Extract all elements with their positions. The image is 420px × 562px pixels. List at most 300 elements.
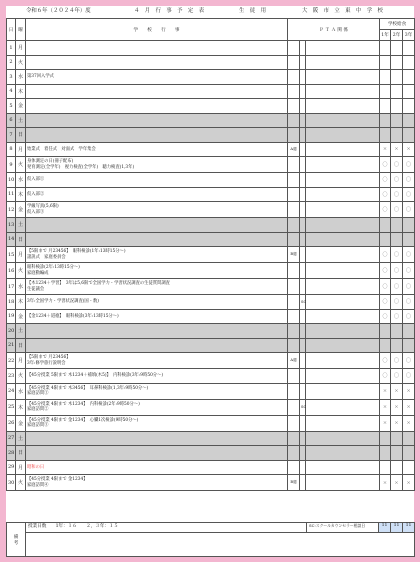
day-number: 26 [7, 415, 16, 431]
lunch-mark: 〇 [403, 353, 415, 369]
week-type [288, 218, 300, 233]
pta-cell [306, 157, 380, 173]
fiscal-year: 令和６年（２０２４年）度 [26, 8, 91, 14]
event-cell [26, 475, 288, 491]
lunch-mark: × [380, 383, 391, 399]
day-number: 14 [7, 232, 16, 247]
event-cell [26, 446, 288, 461]
lunch-mark [391, 128, 403, 143]
pta-cell [306, 187, 380, 202]
event-line: 【5限まで 月23456】 眼科検診(1年:13時15分～) [27, 249, 126, 255]
school-days-label: 授業日数 [28, 524, 47, 529]
lunch-mark [380, 113, 391, 128]
lunch-mark [380, 70, 391, 85]
lunch-mark [391, 338, 403, 353]
weekday: 火 [16, 157, 26, 173]
day-row [7, 247, 415, 263]
lunch-mark [391, 218, 403, 233]
day-number: 29 [7, 460, 16, 475]
lunch-mark: 〇 [403, 309, 415, 324]
event-cell [26, 202, 288, 218]
day-row [7, 369, 415, 384]
lunch-mark [403, 324, 415, 339]
lunch-mark: × [391, 399, 403, 415]
week-type: A週 [288, 142, 300, 157]
event-cell [26, 295, 288, 310]
day-number: 30 [7, 475, 16, 491]
lunch-mark [391, 324, 403, 339]
day-row [7, 415, 415, 431]
event-cell [26, 128, 288, 143]
event-line: 第37回入学式 [27, 74, 54, 80]
event-cell [26, 338, 288, 353]
event-cell [26, 247, 288, 263]
weekday: 月 [16, 41, 26, 56]
day-number: 22 [7, 353, 16, 369]
lunch-mark: × [403, 415, 415, 431]
day-row [7, 55, 415, 70]
event-line: 諸説式 家庭委員会 [27, 254, 66, 260]
event-line: 【45分授業 4限まで 木3456】 耳鼻科検診(1,3年:9時50分～) [27, 385, 149, 391]
lunch-mark: 〇 [403, 295, 415, 310]
pta-cell [306, 353, 380, 369]
lunch-mark: 〇 [391, 157, 403, 173]
lunch-mark [403, 70, 415, 85]
lunch-mark: 〇 [391, 202, 403, 218]
pta-cell [306, 475, 380, 491]
lunch-mark: 〇 [391, 263, 403, 279]
lunch-mark: 〇 [403, 157, 415, 173]
lunch-mark [391, 55, 403, 70]
day-row [7, 232, 415, 247]
day-row [7, 263, 415, 279]
lunch-mark [380, 338, 391, 353]
school-name: 大 阪 市 立 東 中 学 校 [302, 8, 383, 14]
day-row [7, 475, 415, 491]
lunch-mark: × [380, 142, 391, 157]
day-row [7, 431, 415, 446]
lunch-mark [380, 84, 391, 99]
weekday: 木 [16, 295, 26, 310]
lunch-mark: 〇 [391, 309, 403, 324]
pta-cell [306, 202, 380, 218]
lunch-mark [391, 460, 403, 475]
weekday: 火 [16, 55, 26, 70]
lunch-mark: 〇 [380, 202, 391, 218]
day-row [7, 383, 415, 399]
event-cell [26, 399, 288, 415]
lunch-mark [380, 460, 391, 475]
lunch-mark: 〇 [380, 295, 391, 310]
day-number: 27 [7, 431, 16, 446]
day-number: 10 [7, 173, 16, 188]
weekday: 水 [16, 279, 26, 295]
lunch-mark [380, 232, 391, 247]
event-line: 家庭訪問① [27, 391, 49, 396]
col-lunch: 学校給食 [380, 19, 415, 30]
lunch-mark [403, 84, 415, 99]
pta-cell [306, 295, 380, 310]
weekday: 木 [16, 187, 26, 202]
day-number: 16 [7, 263, 16, 279]
week-type [288, 369, 300, 384]
pta-cell [306, 383, 380, 399]
event-line: 発育測定(全学年) 視力検査(全学年) 聴力検査(1,3年) [27, 164, 135, 170]
day-row [7, 279, 415, 295]
day-row [7, 173, 415, 188]
week-type [288, 415, 300, 431]
pta-cell [306, 446, 380, 461]
pta-cell [306, 431, 380, 446]
weekday: 月 [16, 142, 26, 157]
sc-marker: SC [300, 399, 306, 415]
day-number: 23 [7, 369, 16, 384]
pta-cell [306, 232, 380, 247]
week-type [288, 399, 300, 415]
weekday: 月 [16, 460, 26, 475]
day-row [7, 218, 415, 233]
day-number: 24 [7, 383, 16, 399]
weekday: 火 [16, 475, 26, 491]
weekday: 木 [16, 399, 26, 415]
day-row [7, 187, 415, 202]
day-number: 2 [7, 55, 16, 70]
week-type [288, 460, 300, 475]
day-number: 28 [7, 446, 16, 461]
lunch-mark [380, 99, 391, 114]
event-cell [26, 55, 288, 70]
month-title: ４ 月 行 事 予 定 表 [134, 8, 205, 14]
day-number: 7 [7, 128, 16, 143]
week-type [288, 84, 300, 99]
pta-cell [306, 309, 380, 324]
weekday: 日 [16, 232, 26, 247]
count-g3: 11 [403, 523, 415, 533]
event-line: 【金1234＋道徳】 眼科検診(3年:13時15分～) [27, 313, 119, 319]
day-number: 20 [7, 324, 16, 339]
weekday: 土 [16, 324, 26, 339]
event-line: 学級写真(5,6限) [27, 204, 59, 210]
event-line: 【45分授業 4限まで 金1234】 [27, 477, 88, 483]
event-line: 身体測定の日(冊子配布) [27, 159, 74, 165]
pta-cell [306, 128, 380, 143]
event-cell [26, 113, 288, 128]
day-row [7, 70, 415, 85]
day-row [7, 142, 415, 157]
week-type [288, 113, 300, 128]
day-number: 13 [7, 218, 16, 233]
col-weekday: 曜 [16, 19, 26, 41]
lunch-mark: 〇 [380, 187, 391, 202]
remarks-label: 備 考 [7, 523, 26, 557]
sc-note: SC:スクールカウンセラー相談日 [307, 523, 379, 533]
weekday: 土 [16, 113, 26, 128]
school-days-text: 1年：１６ ２，３年：１５ [55, 524, 119, 529]
day-row [7, 41, 415, 56]
pta-cell [306, 218, 380, 233]
lunch-mark [380, 446, 391, 461]
day-row [7, 399, 415, 415]
pta-cell [306, 41, 380, 56]
event-line: 家庭動編成 [27, 270, 49, 276]
col-g2: 2年 [391, 30, 403, 41]
lunch-mark [391, 113, 403, 128]
day-number: 17 [7, 279, 16, 295]
event-cell [26, 84, 288, 99]
col-g1: 1年 [380, 30, 391, 41]
day-number: 19 [7, 309, 16, 324]
pta-cell [306, 55, 380, 70]
day-row [7, 309, 415, 324]
event-line: 仮入部① [27, 177, 45, 183]
weekday: 水 [16, 70, 26, 85]
lunch-mark [391, 99, 403, 114]
lunch-mark [403, 232, 415, 247]
pta-cell [306, 415, 380, 431]
day-row [7, 460, 415, 475]
event-cell [26, 460, 288, 475]
week-type [288, 187, 300, 202]
lunch-mark: 〇 [380, 369, 391, 384]
week-type [288, 324, 300, 339]
lunch-mark: × [380, 415, 391, 431]
lunch-mark: × [391, 415, 403, 431]
footer [6, 522, 414, 556]
day-number: 11 [7, 187, 16, 202]
day-row [7, 157, 415, 173]
lunch-mark: × [391, 475, 403, 491]
day-row [7, 113, 415, 128]
event-line: 生徒議会 [27, 286, 45, 292]
day-row [7, 99, 415, 114]
lunch-mark: × [403, 475, 415, 491]
lunch-mark: × [403, 383, 415, 399]
week-type [288, 99, 300, 114]
day-number: 4 [7, 84, 16, 99]
event-line: 家庭訪問③ [27, 423, 49, 428]
event-cell [26, 383, 288, 399]
lunch-mark [403, 218, 415, 233]
weekday: 水 [16, 383, 26, 399]
event-line: 【45分授業 5限まで 木1234＋補填(木5)】 内科検診(3年:9時50分～) [27, 373, 164, 379]
day-row [7, 128, 415, 143]
lunch-mark: 〇 [403, 187, 415, 202]
day-number: 8 [7, 142, 16, 157]
day-number: 18 [7, 295, 16, 310]
event-cell [26, 142, 288, 157]
col-pta: Ｐ Ｔ Ａ 関 係 [288, 19, 380, 41]
lunch-mark: 〇 [391, 173, 403, 188]
weekday: 土 [16, 218, 26, 233]
lunch-mark: 〇 [403, 369, 415, 384]
day-number: 15 [7, 247, 16, 263]
pta-cell [306, 173, 380, 188]
day-number: 3 [7, 70, 16, 85]
day-row [7, 353, 415, 369]
lunch-mark [391, 41, 403, 56]
day-row [7, 324, 415, 339]
lunch-mark [380, 218, 391, 233]
lunch-mark [391, 446, 403, 461]
sc-marker: SC [300, 295, 306, 310]
week-type [288, 309, 300, 324]
weekday: 金 [16, 99, 26, 114]
event-line: 3年:修学旅行説明会 [27, 360, 66, 366]
pta-cell [306, 460, 380, 475]
pta-cell [306, 99, 380, 114]
lunch-mark [391, 84, 403, 99]
event-cell [26, 309, 288, 324]
week-type [288, 338, 300, 353]
event-cell [26, 353, 288, 369]
lunch-mark [403, 460, 415, 475]
lunch-mark: × [403, 399, 415, 415]
lunch-mark: 〇 [391, 247, 403, 263]
week-type [288, 173, 300, 188]
lunch-mark [391, 232, 403, 247]
event-cell [26, 70, 288, 85]
weekday: 火 [16, 263, 26, 279]
day-row [7, 338, 415, 353]
sheet-title [6, 6, 414, 16]
lunch-mark: 〇 [403, 173, 415, 188]
lunch-mark: 〇 [391, 187, 403, 202]
event-line: 【45分授業 4限まで 木1234】 内科検診(2年:9時50分～) [27, 401, 140, 407]
event-line: 家庭訪問④ [27, 482, 49, 488]
lunch-mark [403, 431, 415, 446]
day-row [7, 84, 415, 99]
lunch-mark: 〇 [403, 263, 415, 279]
day-number: 6 [7, 113, 16, 128]
lunch-mark: 〇 [380, 157, 391, 173]
pta-cell [306, 279, 380, 295]
lunch-mark [391, 431, 403, 446]
lunch-mark: × [380, 475, 391, 491]
lunch-mark [403, 99, 415, 114]
event-line: 仮入部② [27, 191, 45, 197]
event-line: 3年:全国学力・学習状況調査(国・数) [27, 299, 99, 305]
lunch-mark: 〇 [380, 309, 391, 324]
remarks-area [26, 533, 415, 557]
day-number: 12 [7, 202, 16, 218]
lunch-mark: 〇 [391, 353, 403, 369]
event-cell [26, 415, 288, 431]
pta-cell [306, 84, 380, 99]
calendar-table [6, 18, 415, 491]
event-cell [26, 263, 288, 279]
event-cell [26, 324, 288, 339]
week-type: B週 [288, 475, 300, 491]
weekday: 金 [16, 202, 26, 218]
lunch-mark [380, 128, 391, 143]
lunch-mark: 〇 [403, 202, 415, 218]
day-row [7, 202, 415, 218]
lunch-mark: 〇 [380, 173, 391, 188]
lunch-mark: 〇 [391, 295, 403, 310]
weekday: 木 [16, 84, 26, 99]
weekday: 日 [16, 446, 26, 461]
week-type [288, 431, 300, 446]
event-line: 【5限まで 月23456】 [27, 355, 71, 361]
lunch-mark [380, 55, 391, 70]
event-cell [26, 157, 288, 173]
event-line: 【45分授業 4限まで 金1234】 心臓1次検診(9時50分～) [27, 417, 139, 423]
lunch-mark: × [403, 142, 415, 157]
lunch-mark: × [380, 399, 391, 415]
lunch-mark: × [391, 142, 403, 157]
audience: 生 徒 用 [239, 8, 266, 14]
pta-cell [306, 369, 380, 384]
event-cell [26, 187, 288, 202]
lunch-mark: 〇 [403, 247, 415, 263]
col-g3: 3年 [403, 30, 415, 41]
lunch-mark: 〇 [403, 279, 415, 295]
weekday: 金 [16, 309, 26, 324]
pta-cell [306, 263, 380, 279]
event-cell [26, 99, 288, 114]
count-g2: 11 [391, 523, 403, 533]
lunch-mark [380, 324, 391, 339]
pta-cell [306, 142, 380, 157]
week-type [288, 295, 300, 310]
lunch-mark: 〇 [380, 279, 391, 295]
week-type [288, 279, 300, 295]
event-line: 家庭訪問② [27, 407, 49, 412]
lunch-mark [380, 431, 391, 446]
pta-cell [306, 247, 380, 263]
weekday: 月 [16, 353, 26, 369]
day-number: 1 [7, 41, 16, 56]
weekday: 金 [16, 415, 26, 431]
lunch-mark [403, 55, 415, 70]
week-type [288, 70, 300, 85]
col-day: 日 [7, 19, 16, 41]
week-type: A週 [288, 353, 300, 369]
week-type [288, 128, 300, 143]
event-line: 仮入部③ [27, 209, 45, 215]
schedule-sheet [6, 6, 414, 556]
lunch-mark [380, 41, 391, 56]
lunch-mark [391, 70, 403, 85]
pta-cell [306, 70, 380, 85]
event-line: 始業式 着任式 対面式 学年集会 [27, 146, 96, 152]
school-days [26, 523, 307, 533]
event-line: 眼科検診(2年:13時15分～) [27, 265, 80, 271]
lunch-mark [403, 338, 415, 353]
event-line: 昭和の日 [27, 464, 45, 470]
pta-cell [306, 399, 380, 415]
event-cell [26, 279, 288, 295]
lunch-mark: × [391, 383, 403, 399]
day-row [7, 295, 415, 310]
lunch-mark: 〇 [380, 353, 391, 369]
lunch-mark [403, 113, 415, 128]
week-type [288, 202, 300, 218]
lunch-mark [403, 446, 415, 461]
weekday: 日 [16, 128, 26, 143]
day-number: 5 [7, 99, 16, 114]
event-line: 【木1234＋学習】 3年は5,6限で全国学力・学習状況調査の生徒質問調査 [27, 281, 170, 287]
week-type [288, 383, 300, 399]
day-number: 9 [7, 157, 16, 173]
event-cell [26, 41, 288, 56]
lunch-mark: 〇 [391, 279, 403, 295]
weekday: 日 [16, 338, 26, 353]
weekday: 土 [16, 431, 26, 446]
col-events: 学 校 行 事 [26, 19, 288, 41]
week-type [288, 157, 300, 173]
event-cell [26, 173, 288, 188]
